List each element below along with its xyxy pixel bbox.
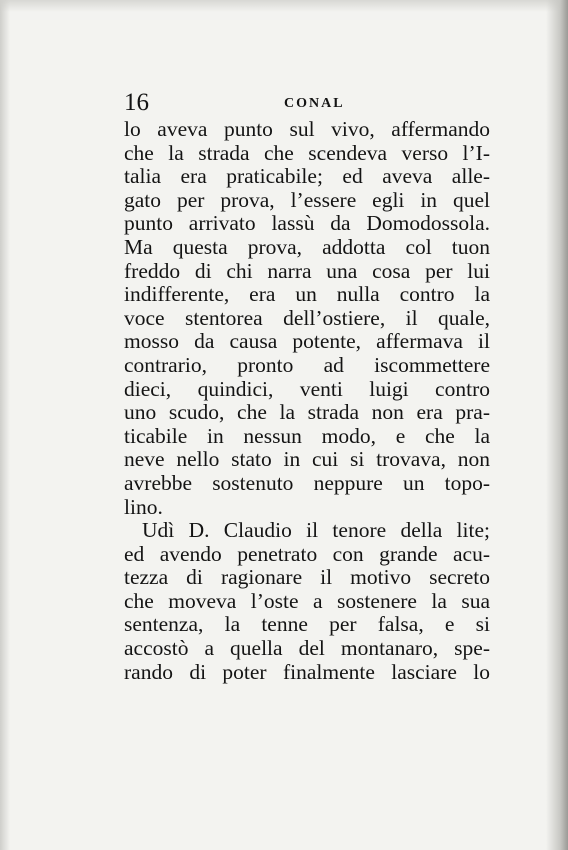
text-line: accostò a quella del montanaro, spe- [124,636,490,661]
text-line: dieci, quindici, venti luigi contro [124,376,490,401]
text-line: contrario, pronto ad iscommettere [124,352,490,377]
text-line: rando di poter finalmente lasciare lo [124,659,490,684]
text-line: uno scudo, che la strada non era pra- [124,400,490,425]
text-line: talia era praticabile; ed aveva alle- [124,164,490,189]
text-line: indifferente, era un nulla contro la [124,282,490,307]
text-line: neve nello stato in cui si trovava, non [124,447,490,472]
text-line: che moveva l’oste a sostenere la sua [124,588,490,613]
page-edge-top [0,0,568,12]
text-line: avrebbe sostenuto neppure un topo- [124,470,490,495]
text-line: ticabile in nessun modo, e che la [124,423,490,448]
text-line: sentenza, la tenne per falsa, e si [124,612,490,637]
text-line: che la strada che scendeva verso l’I- [124,140,490,165]
paragraph-start-line: Udì D. Claudio il tenore della lite; [142,518,490,543]
text-line: voce stentorea dell’ostiere, il quale, [124,305,490,330]
running-title: CONAL [284,96,345,111]
text-line: tezza di ragionare il motivo secreto [124,565,490,590]
running-head [124,88,490,118]
paragraph-end-line: lino. [124,494,163,519]
text-line: Ma questa prova, addotta col tuon [124,234,490,259]
text-line: lo aveva punto sul vivo, affermando [124,117,490,141]
page-gutter-right [546,0,568,850]
text-line: punto arrivato lassù da Domodossola. [124,211,490,236]
text-line: gato per prova, l’essere egli in quel [124,187,490,212]
text-line: ed avendo penetrato con grande acu- [124,541,490,566]
text-line: freddo di chi narra una cosa per lui [124,258,490,283]
page-edge-left [0,0,10,850]
body-text [124,118,490,684]
text-line: mosso da causa potente, affermava il [124,329,490,354]
page-number: 16 [124,89,149,116]
